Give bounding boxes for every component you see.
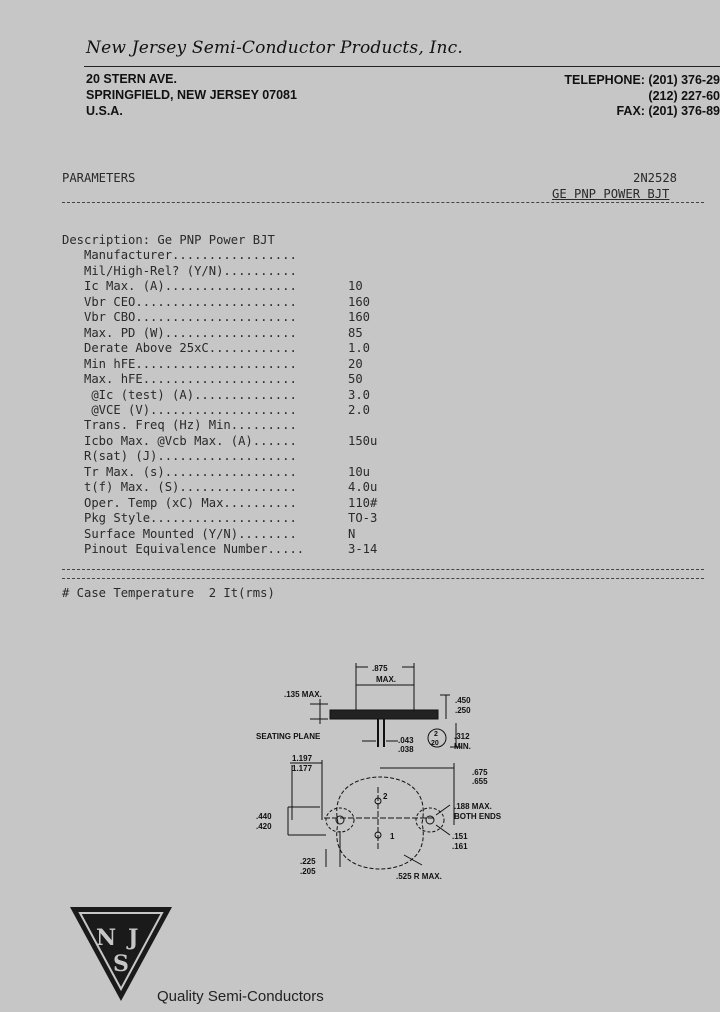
footnote: # Case Temperature 2 It(rms) bbox=[62, 586, 275, 600]
param-value: 160 bbox=[348, 310, 371, 325]
param-value: 10 bbox=[348, 279, 363, 294]
dim-655: .655 bbox=[472, 777, 488, 786]
mounting-ear-right bbox=[416, 808, 444, 832]
dim-188: .188 MAX. bbox=[454, 802, 492, 811]
param-label: Trans. Freq (Hz) Min......... bbox=[62, 418, 297, 433]
param-value: 110# bbox=[348, 495, 378, 510]
dim-161: .161 bbox=[452, 842, 468, 851]
param-label: Description: Ge PNP Power BJT bbox=[62, 233, 275, 247]
dim-1197: 1.197 bbox=[292, 754, 313, 763]
param-value: 1.0 bbox=[348, 341, 371, 356]
param-row bbox=[62, 279, 363, 294]
dim-420: .420 bbox=[256, 822, 272, 831]
param-row bbox=[62, 495, 378, 510]
tagline: Quality Semi-Conductors bbox=[157, 988, 324, 1005]
param-row bbox=[62, 233, 275, 247]
param-row bbox=[62, 418, 297, 432]
param-row bbox=[62, 433, 378, 448]
param-row bbox=[62, 372, 363, 387]
param-label: Icbo Max. @Vcb Max. (A)...... bbox=[62, 433, 297, 448]
address-line-1: 20 STERN AVE. bbox=[86, 72, 177, 86]
param-row bbox=[62, 387, 371, 402]
param-row bbox=[62, 248, 297, 262]
param-value: 10u bbox=[348, 464, 371, 479]
param-label: Pkg Style.................... bbox=[62, 511, 297, 526]
package-flange bbox=[330, 710, 438, 719]
param-row bbox=[62, 294, 371, 309]
both-ends-label: BOTH ENDS bbox=[454, 812, 502, 821]
param-label: Tr Max. (s).................. bbox=[62, 464, 297, 479]
param-label: Surface Mounted (Y/N)........ bbox=[62, 526, 297, 541]
param-value: 85 bbox=[348, 325, 363, 340]
param-label: Max. PD (W).................. bbox=[62, 325, 297, 340]
param-label: Manufacturer................. bbox=[62, 248, 297, 263]
address-line-3: U.S.A. bbox=[86, 104, 123, 118]
list-divider-1 bbox=[62, 569, 704, 570]
param-label: Min hFE...................... bbox=[62, 356, 297, 371]
param-row bbox=[62, 449, 297, 463]
param-label: Vbr CBO...................... bbox=[62, 310, 297, 325]
to3-package-drawing bbox=[250, 655, 520, 890]
finish-top: 2 bbox=[434, 731, 438, 738]
param-label: Pinout Equivalence Number..... bbox=[62, 542, 305, 556]
dim-151: .151 bbox=[452, 832, 468, 841]
logo-letter-n: N bbox=[96, 925, 117, 951]
dim-135: .135 MAX. bbox=[284, 690, 322, 699]
list-divider-2 bbox=[62, 578, 704, 579]
param-row bbox=[62, 402, 371, 417]
header-rule bbox=[84, 66, 720, 67]
param-label: Vbr CEO...................... bbox=[62, 294, 297, 309]
contact-block bbox=[564, 73, 720, 120]
param-value: 3-14 bbox=[348, 542, 378, 556]
dim-875-max: MAX. bbox=[376, 675, 396, 684]
dim-312: .312 bbox=[454, 732, 470, 741]
param-value: TO-3 bbox=[348, 511, 378, 526]
param-label: @Ic (test) (A).............. bbox=[62, 387, 297, 402]
mounting-hole-right bbox=[426, 816, 434, 824]
telephone-line: TELEPHONE: (201) 376-29 bbox=[564, 73, 720, 87]
param-label: t(f) Max. (S)................ bbox=[62, 480, 297, 495]
dim-440: .440 bbox=[256, 812, 272, 821]
seating-plane-label: SEATING PLANE bbox=[256, 732, 321, 741]
dim-875: .875 bbox=[372, 664, 388, 673]
dim-038: .038 bbox=[398, 745, 414, 754]
param-row bbox=[62, 264, 297, 278]
param-value: N bbox=[348, 526, 356, 541]
fax-line: FAX: (201) 376-89 bbox=[616, 104, 720, 118]
param-row bbox=[62, 480, 378, 495]
pin-1-label: 1 bbox=[390, 832, 395, 841]
dim-525-radius: .525 R MAX. bbox=[396, 872, 442, 881]
param-row bbox=[62, 325, 363, 340]
param-row bbox=[62, 310, 371, 325]
param-value: 160 bbox=[348, 294, 371, 309]
param-row bbox=[62, 542, 378, 556]
logo-letter-s: S bbox=[113, 951, 129, 977]
dim-225: .225 bbox=[300, 857, 316, 866]
param-row bbox=[62, 341, 371, 356]
param-label: Max. hFE..................... bbox=[62, 372, 297, 387]
company-name: New Jersey Semi-Conductor Products, Inc. bbox=[86, 38, 463, 58]
param-label: Derate Above 25xC............ bbox=[62, 341, 297, 356]
finish-bottom: 20 bbox=[431, 740, 439, 747]
flange-outline bbox=[337, 777, 424, 869]
param-row bbox=[62, 356, 363, 371]
part-number: 2N2528 bbox=[633, 171, 678, 185]
param-value: 3.0 bbox=[348, 387, 371, 402]
param-row bbox=[62, 526, 356, 541]
param-row bbox=[62, 464, 371, 479]
mounting-ear-left bbox=[326, 808, 354, 832]
param-row bbox=[62, 511, 378, 526]
param-label: R(sat) (J)................... bbox=[62, 449, 297, 464]
part-type: GE PNP POWER BJT bbox=[552, 187, 670, 201]
param-label: Oper. Temp (xC) Max.......... bbox=[62, 495, 297, 510]
param-label: Ic Max. (A).................. bbox=[62, 279, 297, 294]
parameters-label: PARAMETERS bbox=[62, 171, 136, 185]
address-line-2: SPRINGFIELD, NEW JERSEY 07081 bbox=[86, 88, 297, 102]
param-value: 50 bbox=[348, 372, 363, 387]
company-address bbox=[86, 71, 297, 119]
pin-2-label: 2 bbox=[383, 792, 388, 801]
param-value: 20 bbox=[348, 356, 363, 371]
param-value: 2.0 bbox=[348, 402, 371, 417]
dim-312-min: MIN. bbox=[454, 742, 471, 751]
dim-1177: 1.177 bbox=[292, 764, 313, 773]
param-value: 150u bbox=[348, 433, 378, 448]
dim-450: .450 bbox=[455, 696, 471, 705]
dim-043: .043 bbox=[398, 736, 414, 745]
param-label: Mil/High-Rel? (Y/N).......... bbox=[62, 263, 297, 278]
dim-205: .205 bbox=[300, 867, 316, 876]
param-label: @VCE (V).................... bbox=[62, 402, 297, 417]
header-divider bbox=[62, 202, 704, 203]
param-value: 4.0u bbox=[348, 480, 378, 495]
telephone-line-2: (212) 227-60 bbox=[648, 88, 720, 103]
dim-250: .250 bbox=[455, 706, 471, 715]
dim-675: .675 bbox=[472, 768, 488, 777]
package-cap bbox=[356, 685, 414, 710]
logo-letter-j: J bbox=[128, 925, 139, 951]
